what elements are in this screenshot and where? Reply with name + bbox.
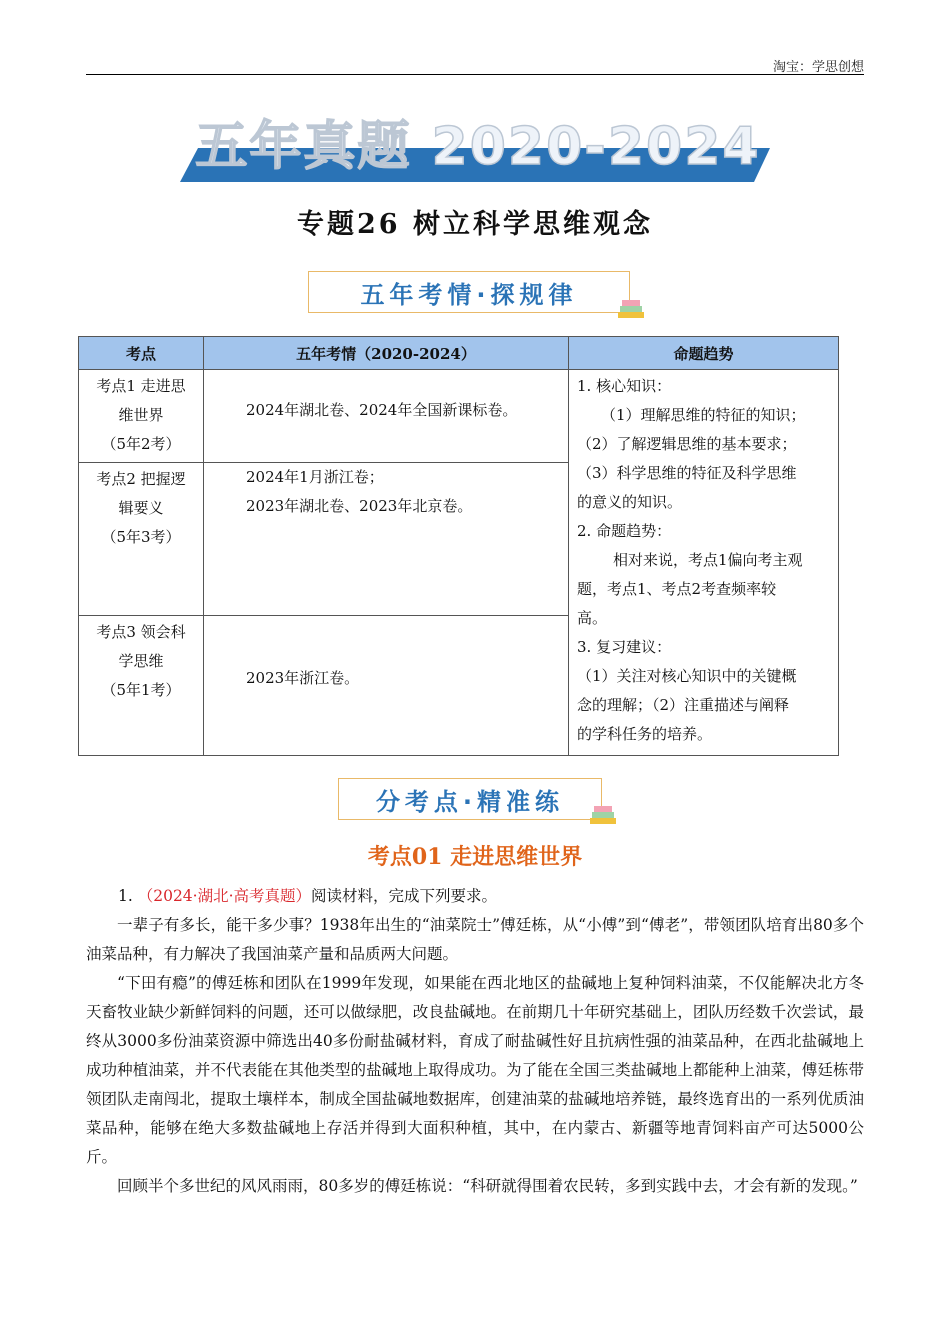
question-prompt: 阅读材料，完成下列要求。	[311, 887, 498, 905]
table-header-cell: 命题趋势	[569, 337, 839, 370]
books-icon	[588, 804, 618, 826]
question-stem	[86, 882, 864, 911]
question-block	[86, 882, 864, 1201]
books-icon	[616, 298, 646, 320]
table-header-cell: 考点	[79, 337, 204, 370]
knowledge-point-title: 考点01 走进思维世界	[367, 844, 583, 870]
question-source: （2024·湖北·高考真题）	[137, 887, 312, 905]
question-number: 1.	[118, 887, 138, 905]
table-row	[79, 370, 839, 463]
trend-cell: 1. 核心知识： （1）理解思维的特征的知识； （2）了解逻辑思维的基本要求； （3）科学思维的特征及科学思维 的意义的知识。 2. 命题趋势： 相对来说，考点1偏向考主观 题，考点1、考点2考查频率较 高。 3. 复习建议： （1）关注对核心知识中的关键概 念的理解；（2）注重描述与阐释 的学科任务的培养。	[569, 370, 839, 756]
material-paragraph: “下田有瘾”的傅廷栋和团队在1999年发现，如果能在西北地区的盐碱地上复种饲料油菜，不仅能解决北方冬天畜牧业缺少新鲜饲料的问题，还可以做绿肥，改良盐碱地。在前期几十年研究基础上，团队历经数千次尝试，最终从3000多份油菜资源中筛选出40多份耐盐碱材料，育成了耐盐碱性好且抗病性强的油菜品种，在西北盐碱地上成功种植油菜，并不代表能在其他类型的盐碱地上取得成功。为了能在全国三类盐碱地上都能种上油菜，傅廷栋带领团队走南闯北，提取土壤样本，制成全国盐碱地数据库，创建油菜的盐碱地培养链，最终选育出的一系列优质油菜品种，能够在绝大多数盐碱地上存活并得到大面积种植，其中，在内蒙古、新疆等地青饲料亩产可达5000公斤。	[86, 974, 864, 1166]
section-tag-practice: 分考点·精准练	[338, 778, 602, 820]
banner-title-text: 五年真题 2020-2024	[195, 117, 761, 177]
exam-years-cell: 2023年浙江卷。	[204, 615, 569, 755]
section-tag-exam-trends: 五年考情·探规律	[308, 271, 630, 313]
header-shop-label: 淘宝：学思创想	[772, 60, 864, 75]
exam-years-cell: 2024年湖北卷、2024年全国新课标卷。	[204, 370, 569, 463]
knowledge-point-cell: 考点3 领会科 学思维 （5年1考）	[79, 615, 204, 755]
table-header-cell: 五年考情（2020-2024）	[204, 337, 569, 370]
topic-subtitle: 专题26 树立科学思维观念	[297, 209, 653, 240]
title-banner	[180, 112, 770, 184]
material-paragraph: 回顾半个多世纪的风风雨雨，80多岁的傅廷栋说：“科研就得围着农民转，多到实践中去，才会有新的发现。”	[117, 1177, 858, 1195]
header-rule	[86, 74, 864, 75]
material-paragraph: 一辈子有多长，能干多少事？1938年出生的“油菜院士”傅廷栋，从“小傅”到“傅老”，带领团队培育出80多个油菜品种，有力解决了我国油菜产量和品质两大问题。	[86, 916, 864, 963]
exam-years-cell: 2024年1月浙江卷； 2023年湖北卷、2023年北京卷。	[204, 462, 569, 615]
knowledge-point-cell: 考点1 走进思 维世界 （5年2考）	[79, 370, 204, 463]
knowledge-point-cell: 考点2 把握逻 辑要义 （5年3考）	[79, 462, 204, 615]
table-header-row	[79, 337, 839, 370]
exam-overview-table	[78, 336, 839, 756]
